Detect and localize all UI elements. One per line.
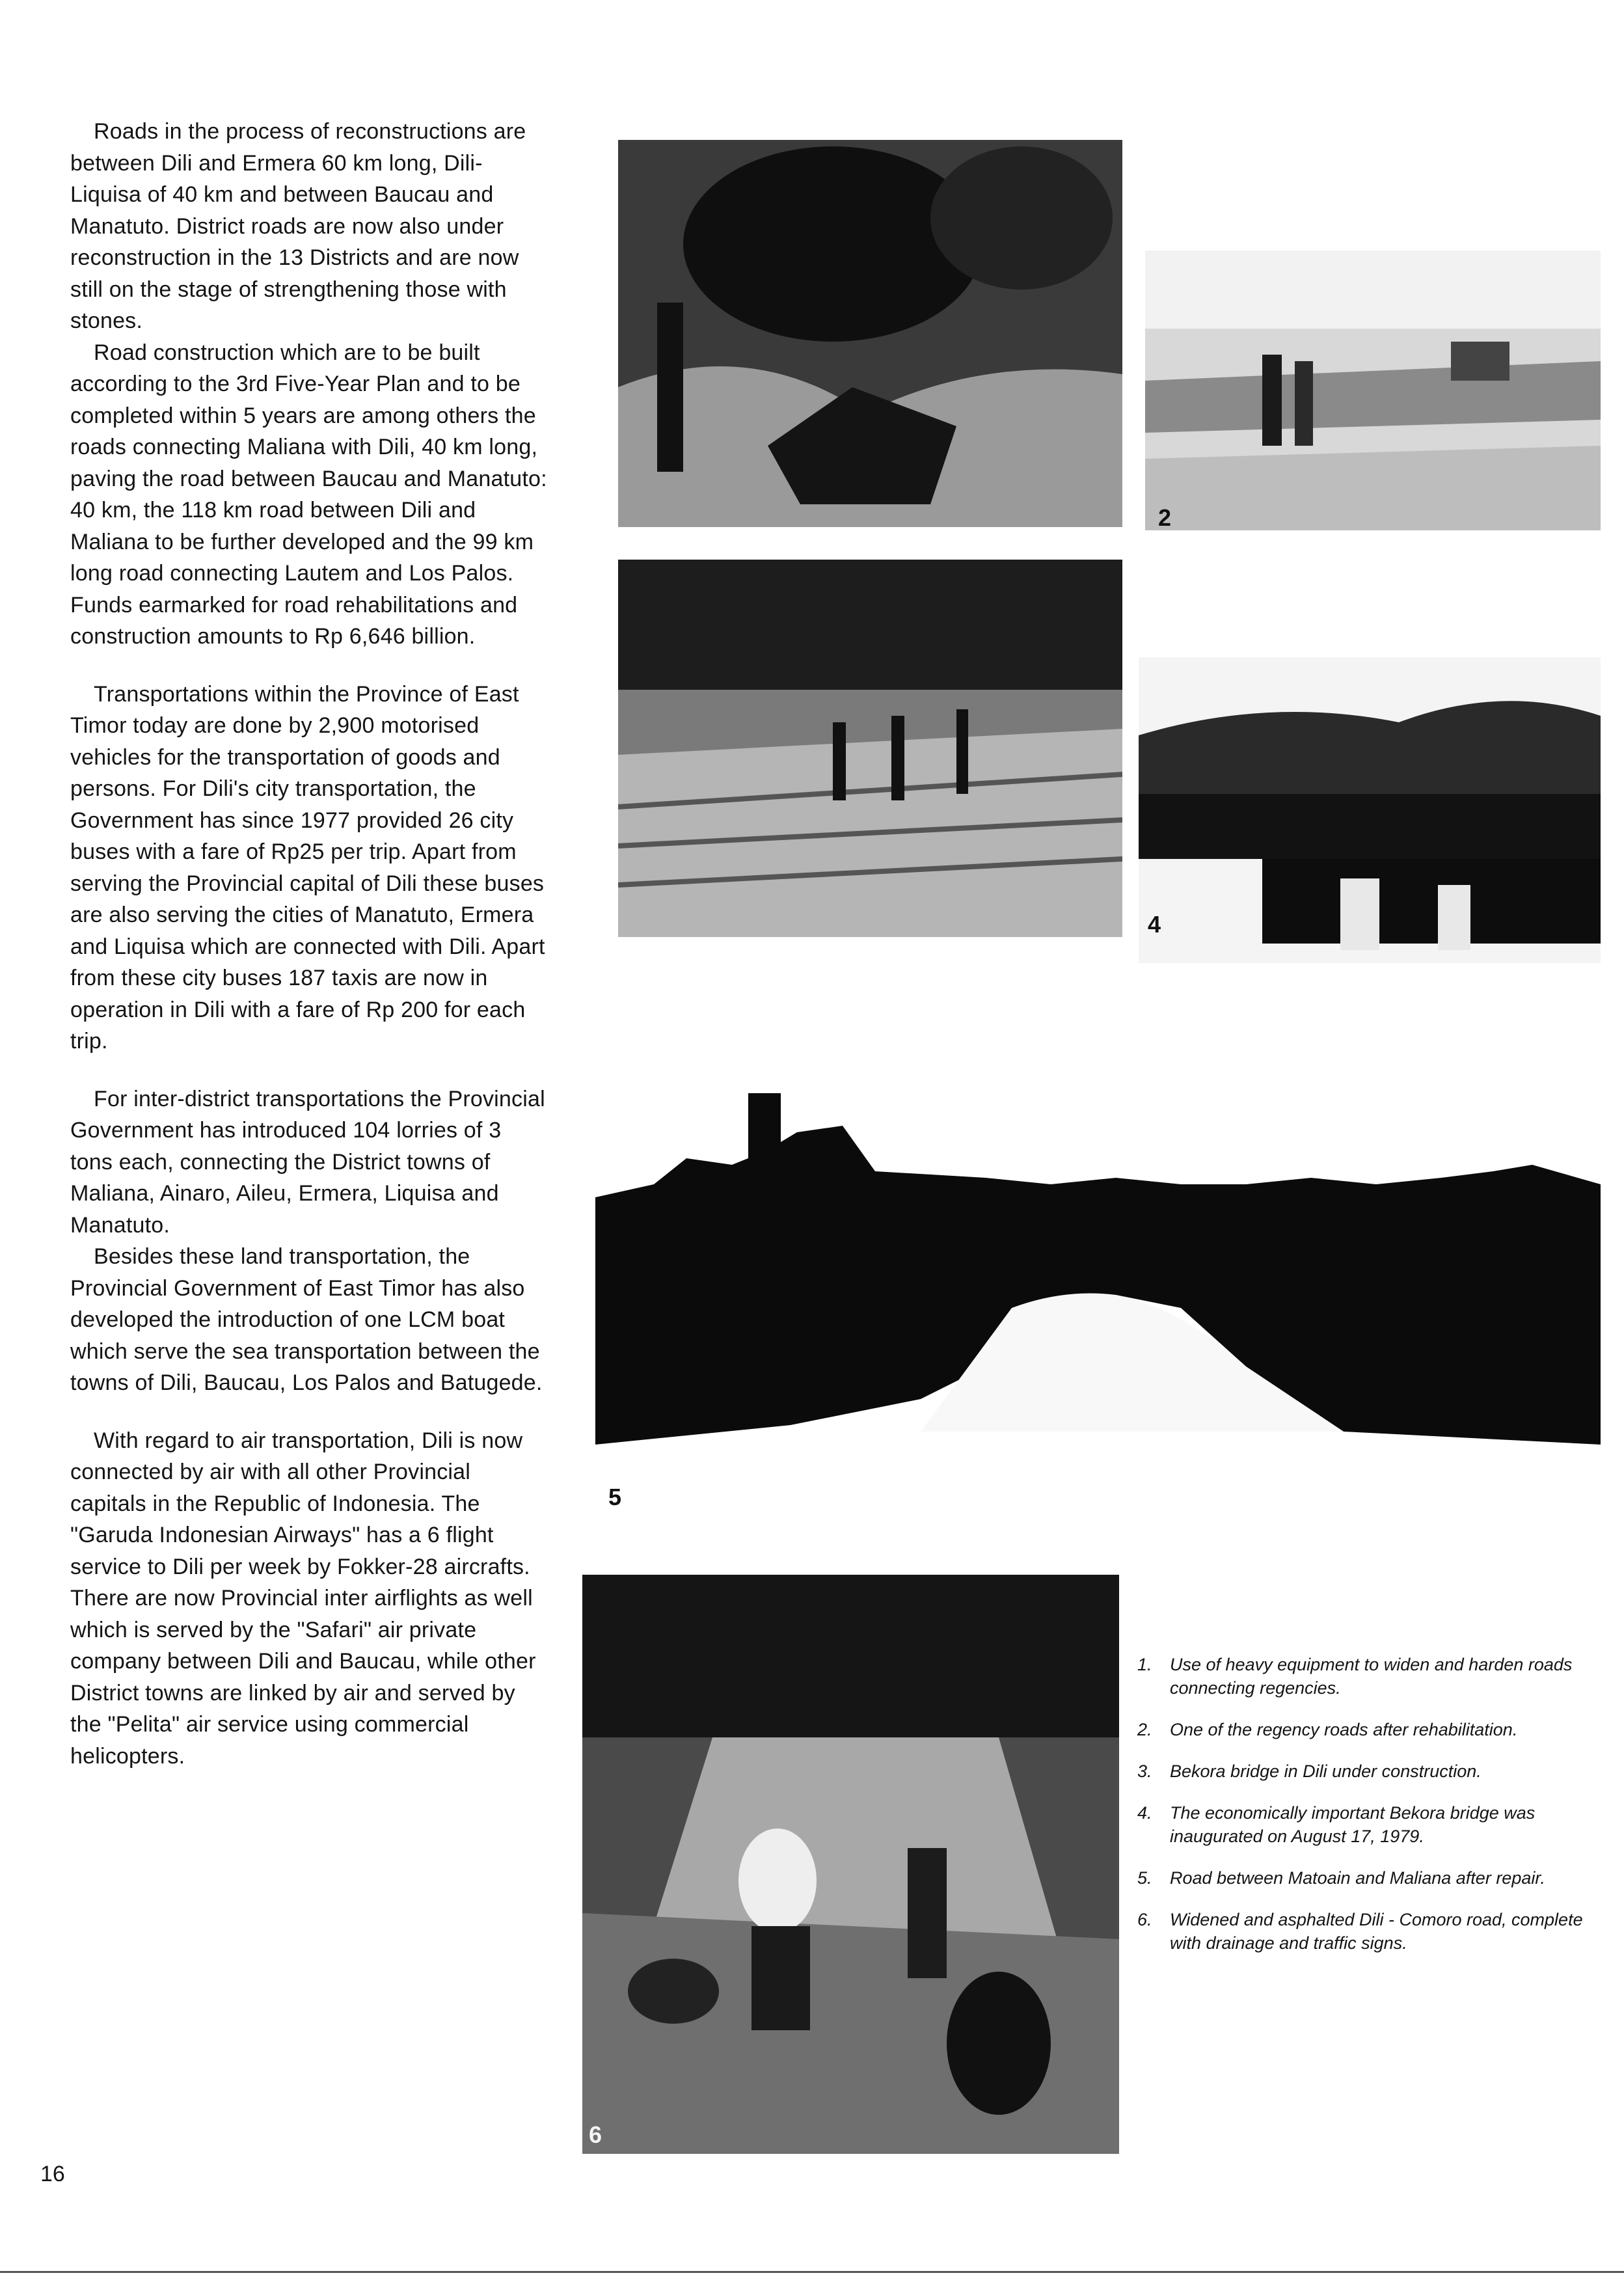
paragraph-transportation: Transportations within the Province of East Timor today are done by 2,900 motorised vehicles for the transportation of goods and persons. For Dili's city transportation, the Government has since 1977 provided 26 city buses with a fare of Rp25 per trip. Apart from serving the Provincial capital of Dili these buses are also serving the cities of Manatuto, Ermera and Liquisa which are connected with Dili. Apart from these city buses 187 taxis are now in operation in Dili with a fare of Rp 200 for each trip. [70, 681, 545, 1054]
caption-number: 4. [1137, 1803, 1152, 1823]
caption-6 [1137, 1908, 1606, 1955]
photo-label-4: 4 [1148, 911, 1161, 938]
caption-2 [1137, 1718, 1606, 1741]
caption-1 [1137, 1653, 1606, 1700]
caption-text: Widened and asphalted Dili - Comoro road, complete with drainage and traffic signs. [1170, 1910, 1583, 1953]
photo-regency-road [1145, 251, 1601, 530]
caption-3 [1137, 1760, 1606, 1783]
photo-label-6: 6 [589, 2121, 602, 2148]
caption-number: 3. [1137, 1761, 1152, 1781]
photo-bridge-construction [618, 560, 1122, 937]
photo-bridge-inaugurated [1139, 657, 1601, 963]
caption-text: The economically important Bekora bridge was inaugurated on August 17, 1979. [1170, 1803, 1536, 1846]
caption-4 [1137, 1801, 1606, 1848]
caption-text: Use of heavy equipment to widen and harden roads connecting regencies. [1170, 1655, 1573, 1698]
photo-label-2: 2 [1158, 504, 1172, 531]
photo-dili-comoro-road [582, 1575, 1119, 2154]
caption-text: Bekora bridge in Dili under construction. [1170, 1761, 1482, 1781]
caption-text: Road between Matoain and Maliana after repair. [1170, 1868, 1545, 1888]
caption-5 [1137, 1866, 1606, 1890]
paragraph-road-construction: Road construction which are to be built according to the 3rd Five-Year Plan and to be completed within 5 years are among others the roads connecting Maliana with Dili, 40 km long, paving the road between Baucau and Manatuto: 40 km, the 118 km road between Dili and Maliana to be further developed and the 99 km long road connecting Lautem and Los Palos. Funds earmarked for road rehabilitations and construction amounts to Rp 6,646 billion. [70, 340, 547, 649]
photo-heavy-equipment [618, 140, 1122, 527]
paragraph-air-transport: With regard to air transportation, Dili is now connected by air with all other Provincial capitals in the Republic of Indonesia. The "Garuda Indonesian Airways" has a 6 flight service to Dili per week by Fokker-28 aircrafts. There are now Provincial inter airflights as well which is served by the "Safari" air private company between Dili and Baucau, while other District towns are linked by air and served by the "Pelita" air service using commercial helicopters. [70, 1428, 536, 1769]
paragraph-sea-transport: Besides these land transportation, the Provincial Government of East Timor has also developed the introduction of one LCM boat which serve the sea transportation between the towns of Dili, Baucau, Los Palos and Batugede. [70, 1244, 543, 1395]
caption-number: 6. [1137, 1910, 1152, 1929]
page-number: 16 [40, 2162, 65, 2186]
caption-number: 2. [1137, 1720, 1152, 1739]
caption-number: 1. [1137, 1655, 1152, 1674]
caption-text: One of the regency roads after rehabilitation. [1170, 1720, 1518, 1739]
caption-number: 5. [1137, 1868, 1152, 1888]
photo-label-5: 5 [608, 1484, 622, 1510]
photo-captions [1137, 1653, 1606, 1973]
paragraph-inter-district: For inter-district transportations the Provincial Government has introduced 104 lorries of 3 tons each, connecting the District towns of Maliana, Ainaro, Aileu, Ermera, Liquisa and Manatuto. [70, 1086, 545, 1238]
paragraph-roads-reconstruction: Roads in the process of reconstructions are between Dili and Ermera 60 km long, Dili-Liquisa of 40 km and between Baucau and Manatuto. District roads are now also under reconstruction in the 13 Districts and are now still on the stage of strengthening those with stones. [70, 119, 526, 333]
article-body [70, 116, 548, 1772]
photo-road-matoain-maliana [595, 1093, 1601, 1464]
bottom-rule [0, 2271, 1624, 2273]
